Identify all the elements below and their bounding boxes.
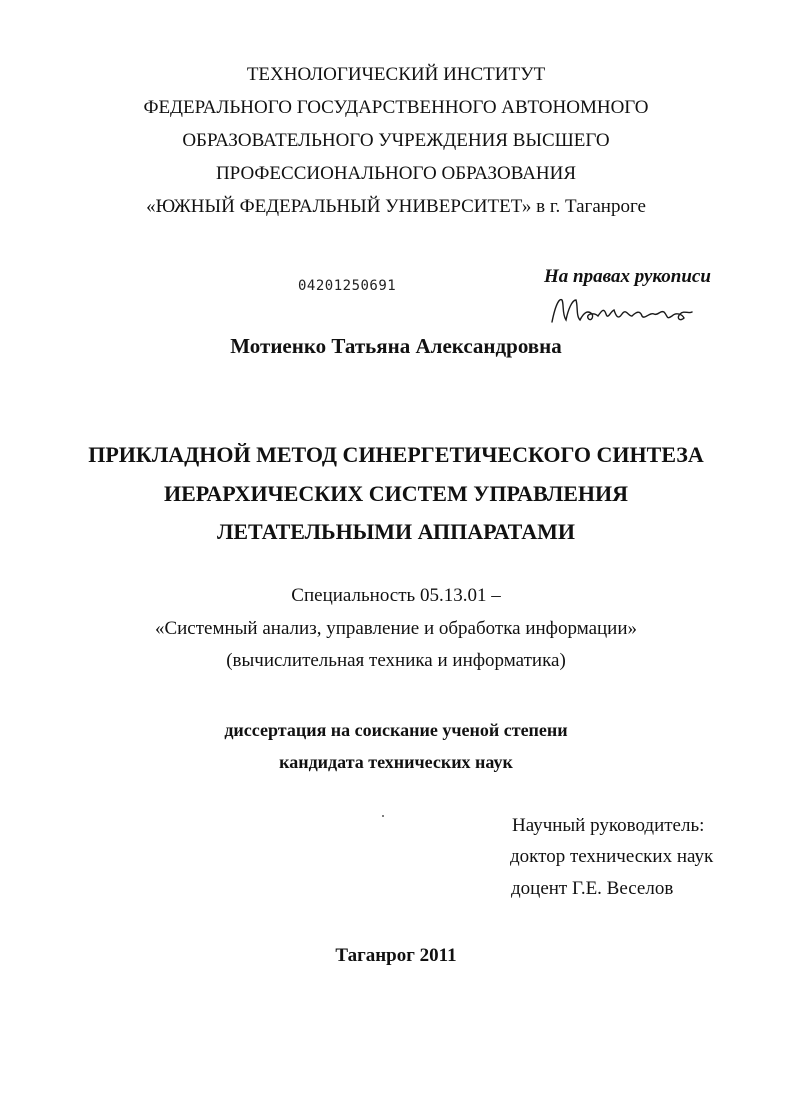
institution-line-1: ТЕХНОЛОГИЧЕСКИЙ ИНСТИТУТ [246, 64, 546, 85]
degree-line-1: диссертация на соискание ученой степени [224, 720, 568, 740]
specialty-line-1: Специальность 05.13.01 – [291, 585, 501, 606]
signature-icon [548, 292, 698, 328]
scan-speck [382, 815, 384, 817]
institution-line-4: ПРОФЕССИОНАЛЬНОГО ОБРАЗОВАНИЯ [215, 163, 577, 184]
specialty-line-3: (вычислительная техника и информатика) [226, 650, 566, 671]
advisor-label: Научный руководитель: [512, 815, 705, 836]
title-line-2: ИЕРАРХИЧЕСКИХ СИСТЕМ УПРАВЛЕНИЯ [163, 481, 628, 506]
city-year: Таганрог 2011 [335, 945, 457, 966]
institution-line-2: ФЕДЕРАЛЬНОГО ГОСУДАРСТВЕННОГО АВТОНОМНОГО [143, 97, 649, 118]
degree-line-2: кандидата технических наук [279, 752, 513, 772]
institution-line-5: «ЮЖНЫЙ ФЕДЕРАЛЬНЫЙ УНИВЕРСИТЕТ» в г. Таганроге [146, 196, 646, 217]
advisor-rank: доктор технических наук [510, 846, 714, 867]
author-name: Мотиенко Татьяна Александровна [230, 334, 562, 358]
manuscript-rights: На правах рукописи [544, 266, 711, 287]
library-code: 04201250691 [298, 278, 397, 294]
title-line-1: ПРИКЛАДНОЙ МЕТОД СИНЕРГЕТИЧЕСКОГО СИНТЕЗА [88, 442, 704, 467]
institution-line-3: ОБРАЗОВАТЕЛЬНОГО УЧРЕЖДЕНИЯ ВЫСШЕГО [182, 130, 610, 151]
specialty-line-2: «Системный анализ, управление и обработка информации» [154, 618, 638, 639]
advisor-name: доцент Г.Е. Веселов [511, 878, 674, 899]
title-line-3: ЛЕТАТЕЛЬНЫМИ АППАРАТАМИ [216, 519, 576, 544]
